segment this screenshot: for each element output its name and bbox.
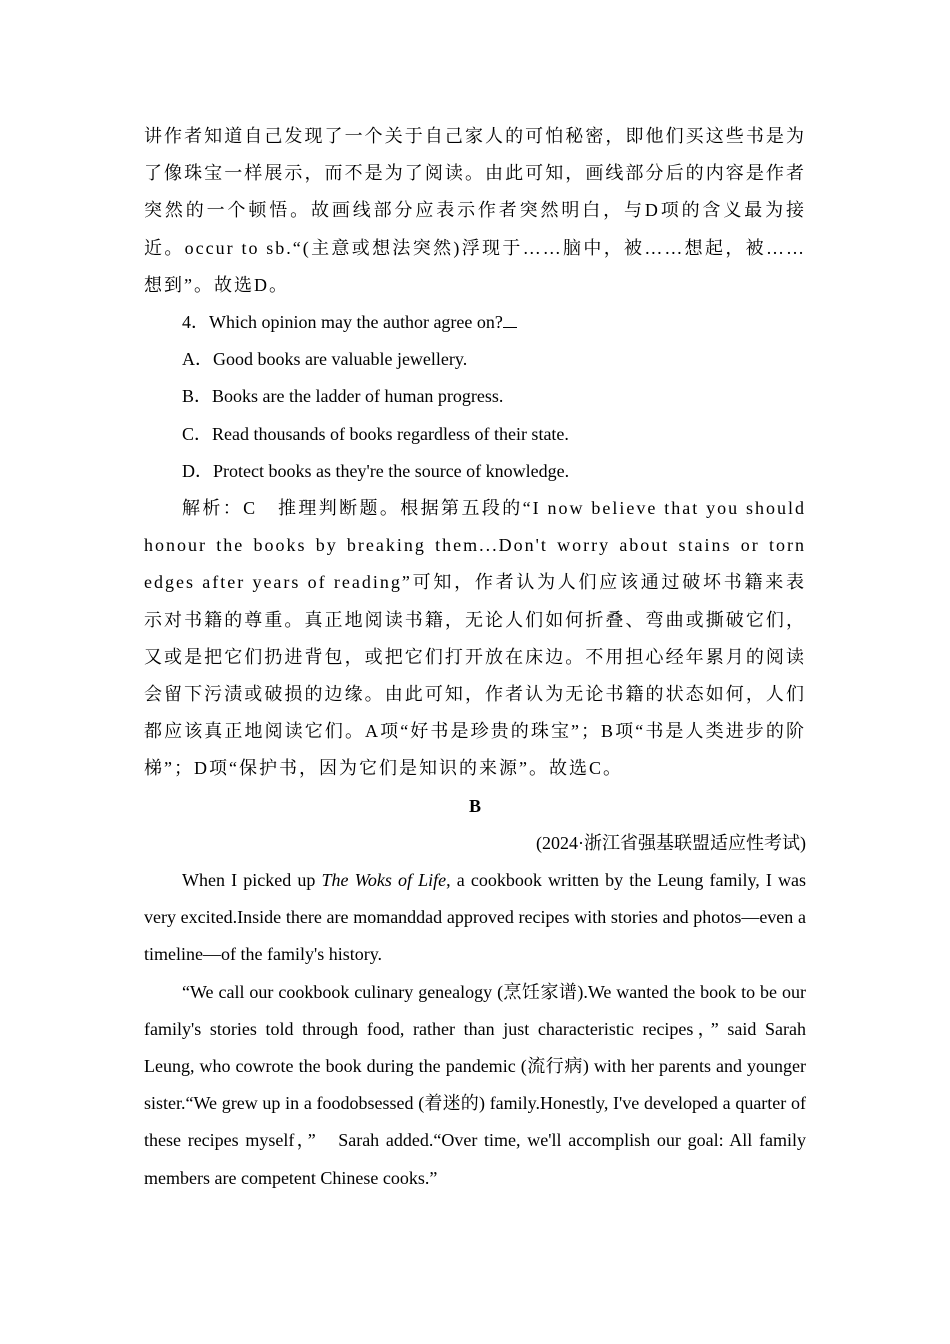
source-citation: (2024·浙江省强基联盟适应性考试) xyxy=(536,832,806,853)
analysis-text: C 推理判断题。根据第五段的“I now believe that you should honour the books by breaking them...Don't worry about stains or torn edges after years of reading”可知，作者认为人们应该通过破坏书籍来表示对书籍的尊重。真正地阅读书籍，无论人们如何折叠、弯曲或撕破它们，又或是把它们扔进背包，或把它们打开放在床边。不用担心经年累月的阅读会留下污渍或破损的边缘。由此可知，作者认为无论书籍的状态如何，人们都应该真正地阅读它们。A项“好书是珍贵的珠宝”；B项“书是人类进步的阶梯”；D项“保护书，因为它们是知识的来源”。故选C。 xyxy=(144,498,806,779)
book-title: The Woks of Life xyxy=(321,870,447,891)
option-a: A．Good books are valuable jewellery. xyxy=(182,349,468,370)
option-d: D．Protect books as they're the source of knowledge. xyxy=(182,460,570,481)
analysis-label: 解析： xyxy=(182,498,244,519)
passage-paragraph-2: “We call our cookbook culinary genealogy (烹饪家谱).We wanted the book to be our family's stories told through food, rather than just characteristic recipes，” said Sarah Leung, who cowrote the book during the pandemic (流行病) with her parents and younger sister.“We grew up in a foodobsessed (着迷的) family.Honestly, I've developed a quarter of these recipes myself，” Sarah added.“Over time, we'll accomplish our goal: All family members are competent Chinese cooks.” xyxy=(144,981,806,1188)
passage-paragraph-1: When I picked up The Woks of Life, a cookbook written by the Leung family, I was very excited.Inside there are momanddad approved recipes with stories and photos—even a timeline—of the family's history. xyxy=(144,870,807,965)
section-heading: B xyxy=(468,795,481,816)
option-c: C．Read thousands of books regardless of their state. xyxy=(182,423,569,444)
page-content xyxy=(144,118,806,1197)
question-4-stem: 4．Which opinion may the author agree on? xyxy=(144,304,806,341)
analysis-q4 xyxy=(144,490,806,788)
option-b: B．Books are the ladder of human progress. xyxy=(182,386,504,407)
analysis-q3-continued: 讲作者知道自己发现了一个关于自己家人的可怕秘密，即他们买这些书是为了像珠宝一样展示，而不是为了阅读。由此可知，画线部分后的内容是作者突然的一个顿悟。故画线部分应表示作者突然明白，与D项的含义最为接近。occur to sb.“(主意或想法突然)浮现于……脑中，被……想起，被……想到”。故选D。 xyxy=(144,126,806,295)
answer-blank xyxy=(503,311,517,328)
